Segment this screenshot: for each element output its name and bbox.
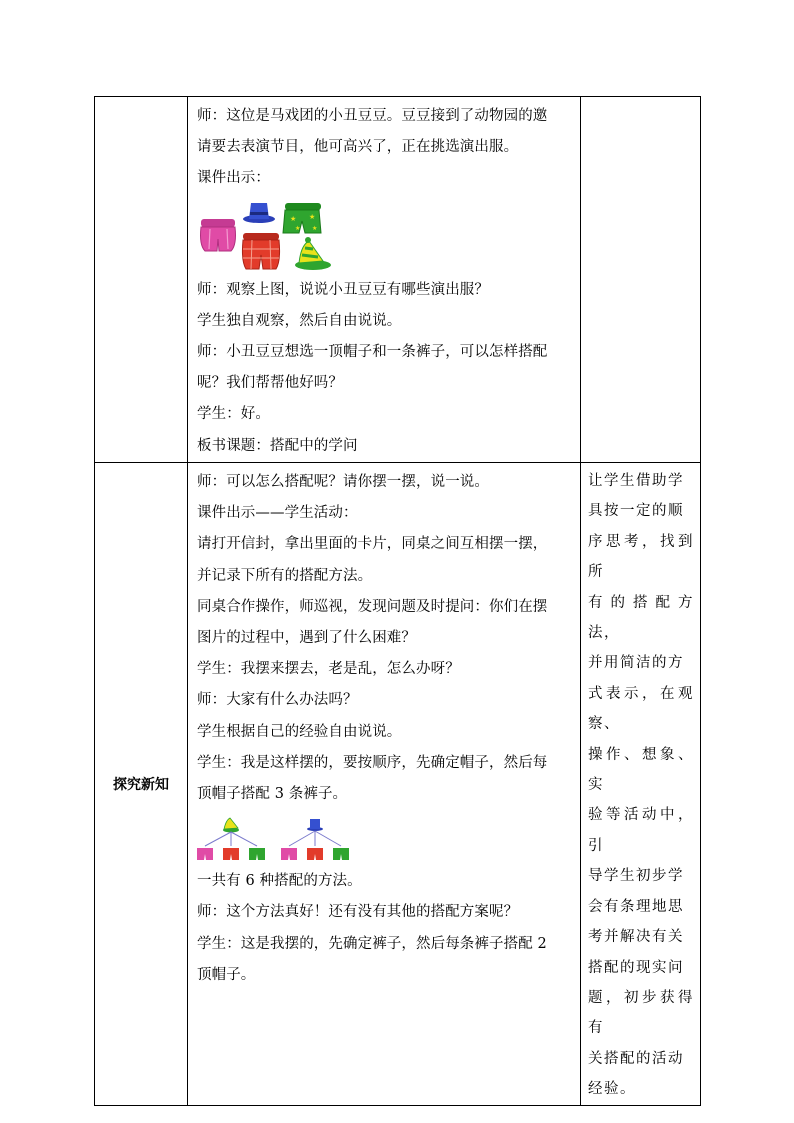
svg-text:★: ★ <box>295 224 301 232</box>
matching-tree-image <box>193 816 363 866</box>
note-line: 搭配的现实问 <box>588 959 684 976</box>
note-line: 经验。 <box>588 1081 636 1098</box>
text-line: 课件出示： <box>197 170 270 187</box>
text-line: 同桌合作操作，师巡视，发现问题及时提问：你们在摆 <box>197 598 548 615</box>
text-line: 并记录下所有的搭配方法。 <box>197 567 373 584</box>
svg-text:★: ★ <box>309 212 316 221</box>
text-line: 板书课题：搭配中的学问 <box>197 437 358 454</box>
text-line: 师：观察上图，说说小丑豆豆有哪些演出服？ <box>197 281 489 298</box>
note-line: 并用简洁的方 <box>588 655 684 672</box>
design-intent-cell <box>581 463 701 1106</box>
pink-pants-icon <box>201 219 236 251</box>
striped-hat-icon <box>295 237 331 270</box>
table-row-explore <box>95 463 701 1106</box>
note-line: 导学生初步学 <box>588 868 684 885</box>
text-line: 师：小丑豆豆想选一顶帽子和一条裤子，可以怎样搭配 <box>197 344 548 361</box>
text-line: 图片的过程中，遇到了什么困难？ <box>197 630 416 647</box>
text-line: 请打开信封，拿出里面的卡片，同桌之间互相摆一摆， <box>197 536 548 553</box>
note-line: 会有条理地思 <box>588 898 684 915</box>
note-line: 序思考，找到所 <box>588 533 694 581</box>
costume-image <box>197 199 337 275</box>
text-line: 课件出示——学生活动： <box>197 505 358 522</box>
text-line: 顶帽子搭配 3 条裤子。 <box>197 786 348 803</box>
text-line: 学生：这是我摆的，先确定裤子，然后每条裤子搭配 2 <box>197 935 547 952</box>
tree-blue-hat <box>281 819 349 860</box>
note-line: 题，初步获得有 <box>588 989 694 1037</box>
text-line: 顶帽子。 <box>197 966 256 983</box>
text-line: 请要去表演节目，他可高兴了，正在挑选演出服。 <box>197 139 519 156</box>
text-line: 学生独自观察，然后自由说说。 <box>197 312 402 329</box>
blue-hat-icon <box>243 203 275 223</box>
text-line: 学生：好。 <box>197 406 270 423</box>
note-line: 有的搭配方法， <box>588 594 694 642</box>
process-cell-intro <box>188 97 581 463</box>
text-line: 师：可以怎么搭配呢？请你摆一摆，说一说。 <box>197 474 489 490</box>
stage-cell-empty <box>95 97 188 463</box>
note-line: 关搭配的活动 <box>588 1050 684 1067</box>
text-line: 师：这个方法真好！还有没有其他的搭配方案呢？ <box>197 904 519 921</box>
text-line: 师：大家有什么办法吗？ <box>197 692 358 709</box>
note-line: 验等活动中，引 <box>588 807 694 854</box>
svg-text:★: ★ <box>290 214 297 223</box>
note-line: 具按一定的顺 <box>588 503 684 520</box>
text-line: 师：这位是马戏团的小丑豆豆。豆豆接到了动物园的邀 <box>197 108 548 124</box>
note-line: 考并解决有关 <box>588 929 684 946</box>
stage-label: 探究新知 <box>95 463 188 1106</box>
text-line: 学生根据自己的经验自由说说。 <box>197 723 402 740</box>
note-line: 操作、想象、实 <box>588 746 694 794</box>
note-cell-empty <box>581 97 701 463</box>
note-line: 让学生借助学 <box>588 473 684 489</box>
text-line: 呢？我们帮帮他好吗？ <box>197 375 343 392</box>
svg-text:★: ★ <box>312 224 318 232</box>
red-plaid-pants-icon <box>242 233 279 269</box>
tree-striped-hat <box>197 818 265 860</box>
lesson-plan-table <box>94 96 701 1106</box>
table-row-intro <box>95 97 701 463</box>
text-line: 学生：我摆来摆去，老是乱，怎么办呀？ <box>197 661 460 678</box>
note-line: 式表示，在观察、 <box>588 685 694 733</box>
process-cell-explore <box>188 463 581 1106</box>
text-line: 学生：我是这样摆的，要按顺序，先确定帽子，然后每 <box>197 754 548 771</box>
green-pants-icon <box>283 203 321 233</box>
text-line: 一共有 6 种搭配的方法。 <box>197 873 362 890</box>
